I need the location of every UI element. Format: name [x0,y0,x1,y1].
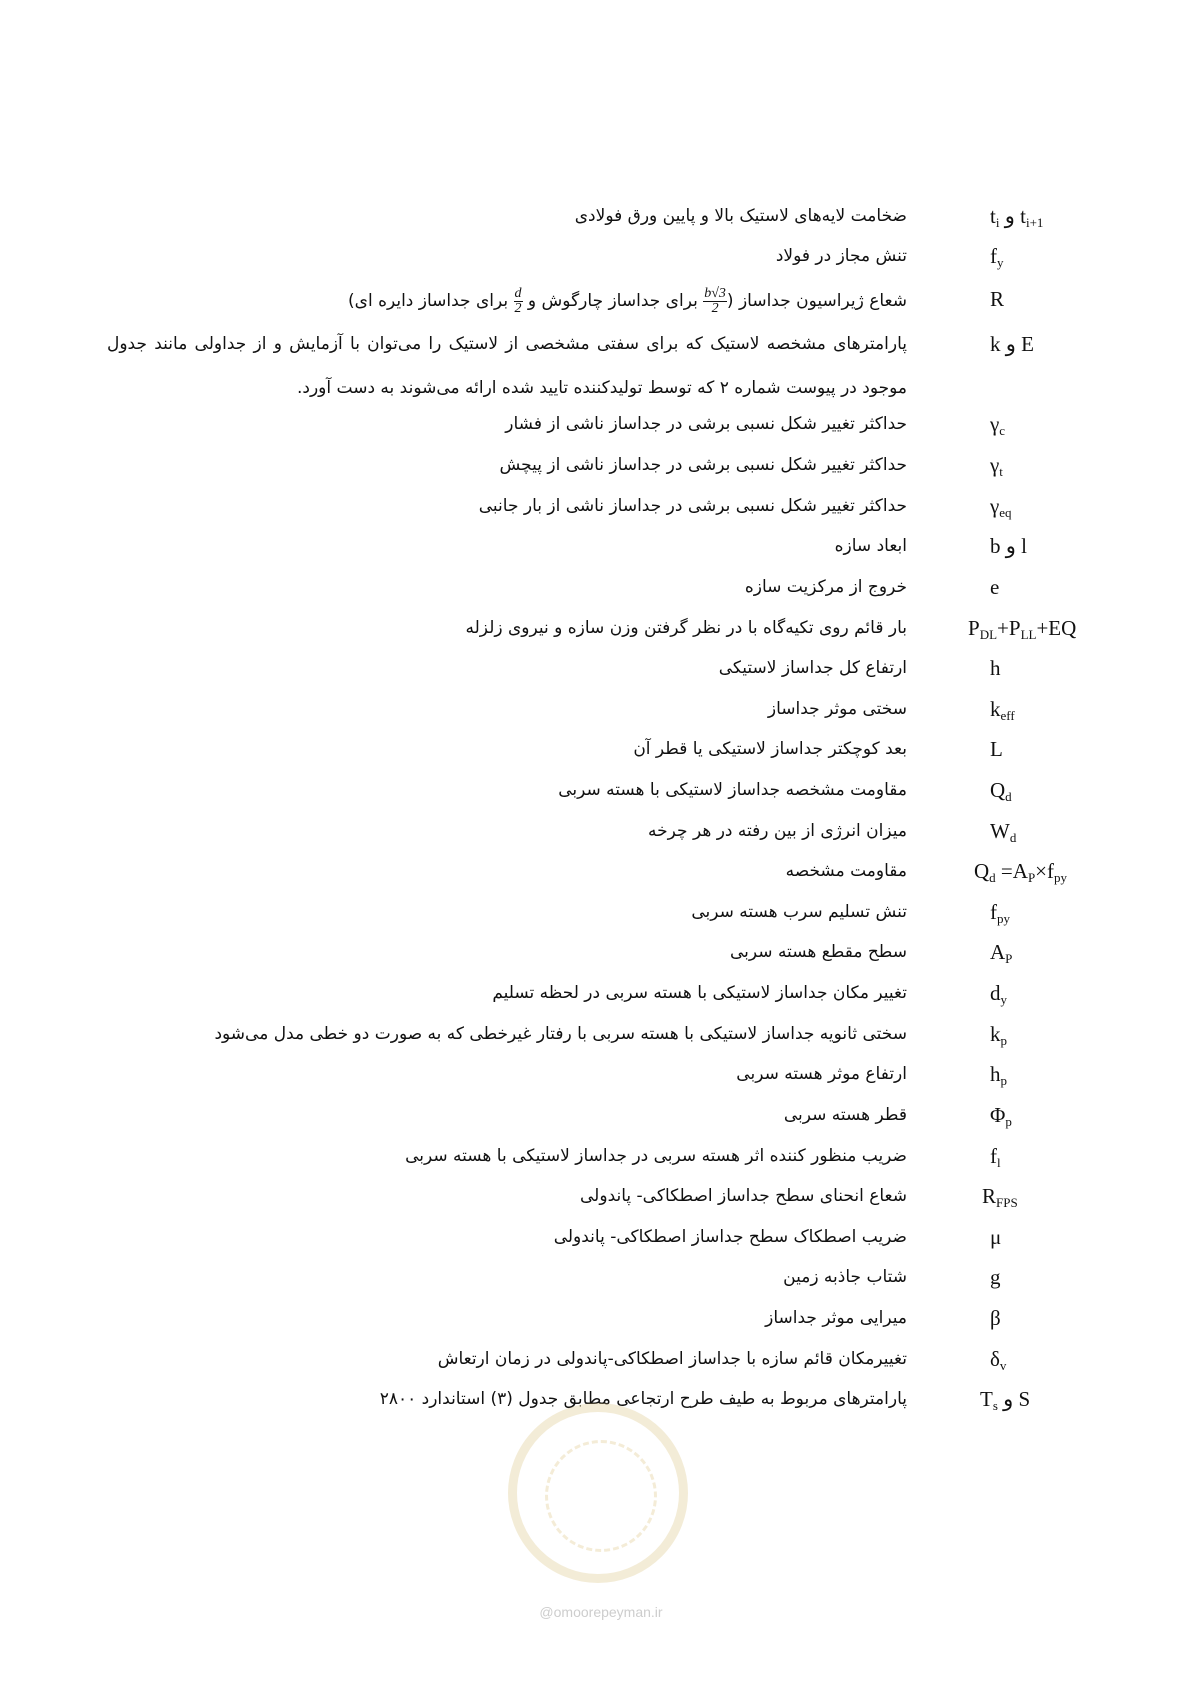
glossary-row [0,731,1191,767]
symbol: b و l [990,534,1027,558]
symbol: μ [990,1225,1002,1249]
description: حداکثر تغییر شکل نسبی برشی در جداساز ناشی از بار جانبی [478,496,907,516]
glossary-row [0,569,1191,605]
symbol: $A_P$ [990,940,1013,966]
symbol: $\gamma_t$ [990,453,1003,479]
description: تنش مجاز در فولاد [775,246,907,266]
glossary-row [0,650,1191,686]
symbol: $\Phi_p$ [990,1103,1012,1129]
symbol: $Q_d$ [990,778,1012,804]
glossary-row [0,198,1191,234]
description: سختی موثر جداساز [767,699,907,719]
description: ضریب اصطکاک سطح جداساز اصطکاکی- پاندولی [553,1227,907,1247]
fraction: $\frac{b√3}{2}$ [704,285,726,316]
symbol: $k_p$ [990,1022,1007,1048]
description: بار قائم روی تکیه‌گاه با در نظر گرفتن وزن سازه و نیروی زلزله [465,618,907,638]
glossary-row [0,975,1191,1011]
glossary-row [0,1097,1191,1133]
symbol: $\gamma_{eq}$ [990,494,1012,520]
symbol: $\gamma_c$ [990,412,1006,438]
description: بعد کوچکتر جداساز لاستیکی یا قطر آن [633,739,907,759]
symbol: $k_{eff}$ [990,697,1015,723]
glossary-row [0,894,1191,930]
glossary-row [0,691,1191,727]
description: مقاومت مشخصه [785,861,907,881]
watermark-seal [508,1403,688,1583]
glossary-row [0,934,1191,970]
description: تنش تسلیم سرب هسته سربی [691,902,907,922]
glossary-row [0,1300,1191,1336]
glossary-row [0,447,1191,483]
glossary-row [0,488,1191,524]
description: پارامترهای مشخصه لاستیک که برای سفتی مشخصی از لاستیک را می‌توان با آزمایش و از جداولی مانند جدول موجود در پیوست شماره ۲ که توسط تولیدکننده تایید شده ارائه می‌شوند به دست آورد. [107,334,907,398]
glossary-row [0,406,1191,442]
description: ضریب منظور کننده اثر هسته سربی در جداساز لاستیکی با هسته سربی [405,1146,907,1166]
glossary-row [0,281,1191,321]
glossary-row [0,324,1191,414]
description: شعاع ژیراسیون جداساز ( $\frac{b√3}{2}$ برای جداساز چارگوش و $\frac{d}{2}$ برای جداساز دایره ای) [348,285,907,316]
symbol: $d_y$ [990,981,1007,1007]
symbol: $f_{py}$ [990,900,1010,926]
symbol: g [990,1265,1001,1289]
description: حداکثر تغییر شکل نسبی برشی در جداساز ناشی از پیچش [499,455,907,475]
symbol: $R_{FPS}$ [982,1184,1018,1210]
description: تغییر مکان جداساز لاستیکی با هسته سربی در لحظه تسلیم [492,983,907,1003]
description: ارتفاع موثر هسته سربی [736,1064,907,1084]
glossary-row [0,1016,1191,1052]
symbol: β [990,1306,1001,1330]
description: سختی ثانویه جداساز لاستیکی با هسته سربی با رفتار غیرخطی که به صورت دو خطی مدل می‌شود [214,1024,907,1044]
symbol: k و E [990,332,1034,356]
symbol: $t_i$ و $t_{i+1}$ [990,204,1044,230]
symbol: $P_{DL}+P_{LL}+EQ$ [968,616,1077,642]
symbol: L [990,737,1003,761]
watermark-site: @omoorepeyman.ir [539,1604,663,1620]
glossary-row [0,853,1191,889]
symbol: $T_s$ و S [980,1387,1031,1413]
symbol: $f_y$ [990,244,1004,270]
symbol: $W_d$ [990,819,1017,845]
description: شتاب جاذبه زمین [783,1267,907,1287]
description: پارامترهای مربوط به طیف طرح ارتجاعی مطابق جدول (۳) استاندارد ۲۸۰۰ [379,1389,907,1409]
glossary-row [0,1178,1191,1214]
glossary-row [0,1259,1191,1295]
glossary-row [0,772,1191,808]
glossary-row [0,1341,1191,1377]
symbol: h [990,656,1001,680]
description: شعاع انحنای سطح جداساز اصطکاکی- پاندولی [580,1186,907,1206]
glossary-row [0,610,1191,646]
fraction: $\frac{d}{2}$ [514,285,522,316]
symbol: e [990,575,1000,599]
description: ابعاد سازه [834,536,907,556]
glossary-row [0,1219,1191,1255]
symbol: $\delta_v$ [990,1347,1007,1373]
symbol: $Q_d =A_P\times f_{py}$ [974,859,1068,885]
description: حداکثر تغییر شکل نسبی برشی در جداساز ناشی از فشار [505,414,907,434]
glossary-row [0,528,1191,564]
description: میزان انرژی از بین رفته در هر چرخه [648,821,907,841]
glossary-row [0,1056,1191,1092]
description: قطر هسته سربی [783,1105,907,1125]
description: ارتفاع کل جداساز لاستیکی [718,658,907,678]
description: ضخامت لایه‌های لاستیک بالا و پایین ورق فولادی [574,206,907,226]
description: سطح مقطع هسته سربی [730,942,907,962]
glossary-row [0,813,1191,849]
symbol: R [990,287,1005,311]
description: تغییرمکان قائم سازه با جداساز اصطکاکی-پاندولی در زمان ارتعاش [437,1349,907,1369]
description: مقاومت مشخصه جداساز لاستیکی با هسته سربی [558,780,907,800]
symbol: $f_l$ [990,1144,1001,1170]
glossary-row [0,238,1191,274]
glossary-row [0,1138,1191,1174]
description: میرایی موثر جداساز [765,1308,907,1328]
symbol: $h_p$ [990,1062,1007,1088]
description: خروج از مرکزیت سازه [744,577,907,597]
